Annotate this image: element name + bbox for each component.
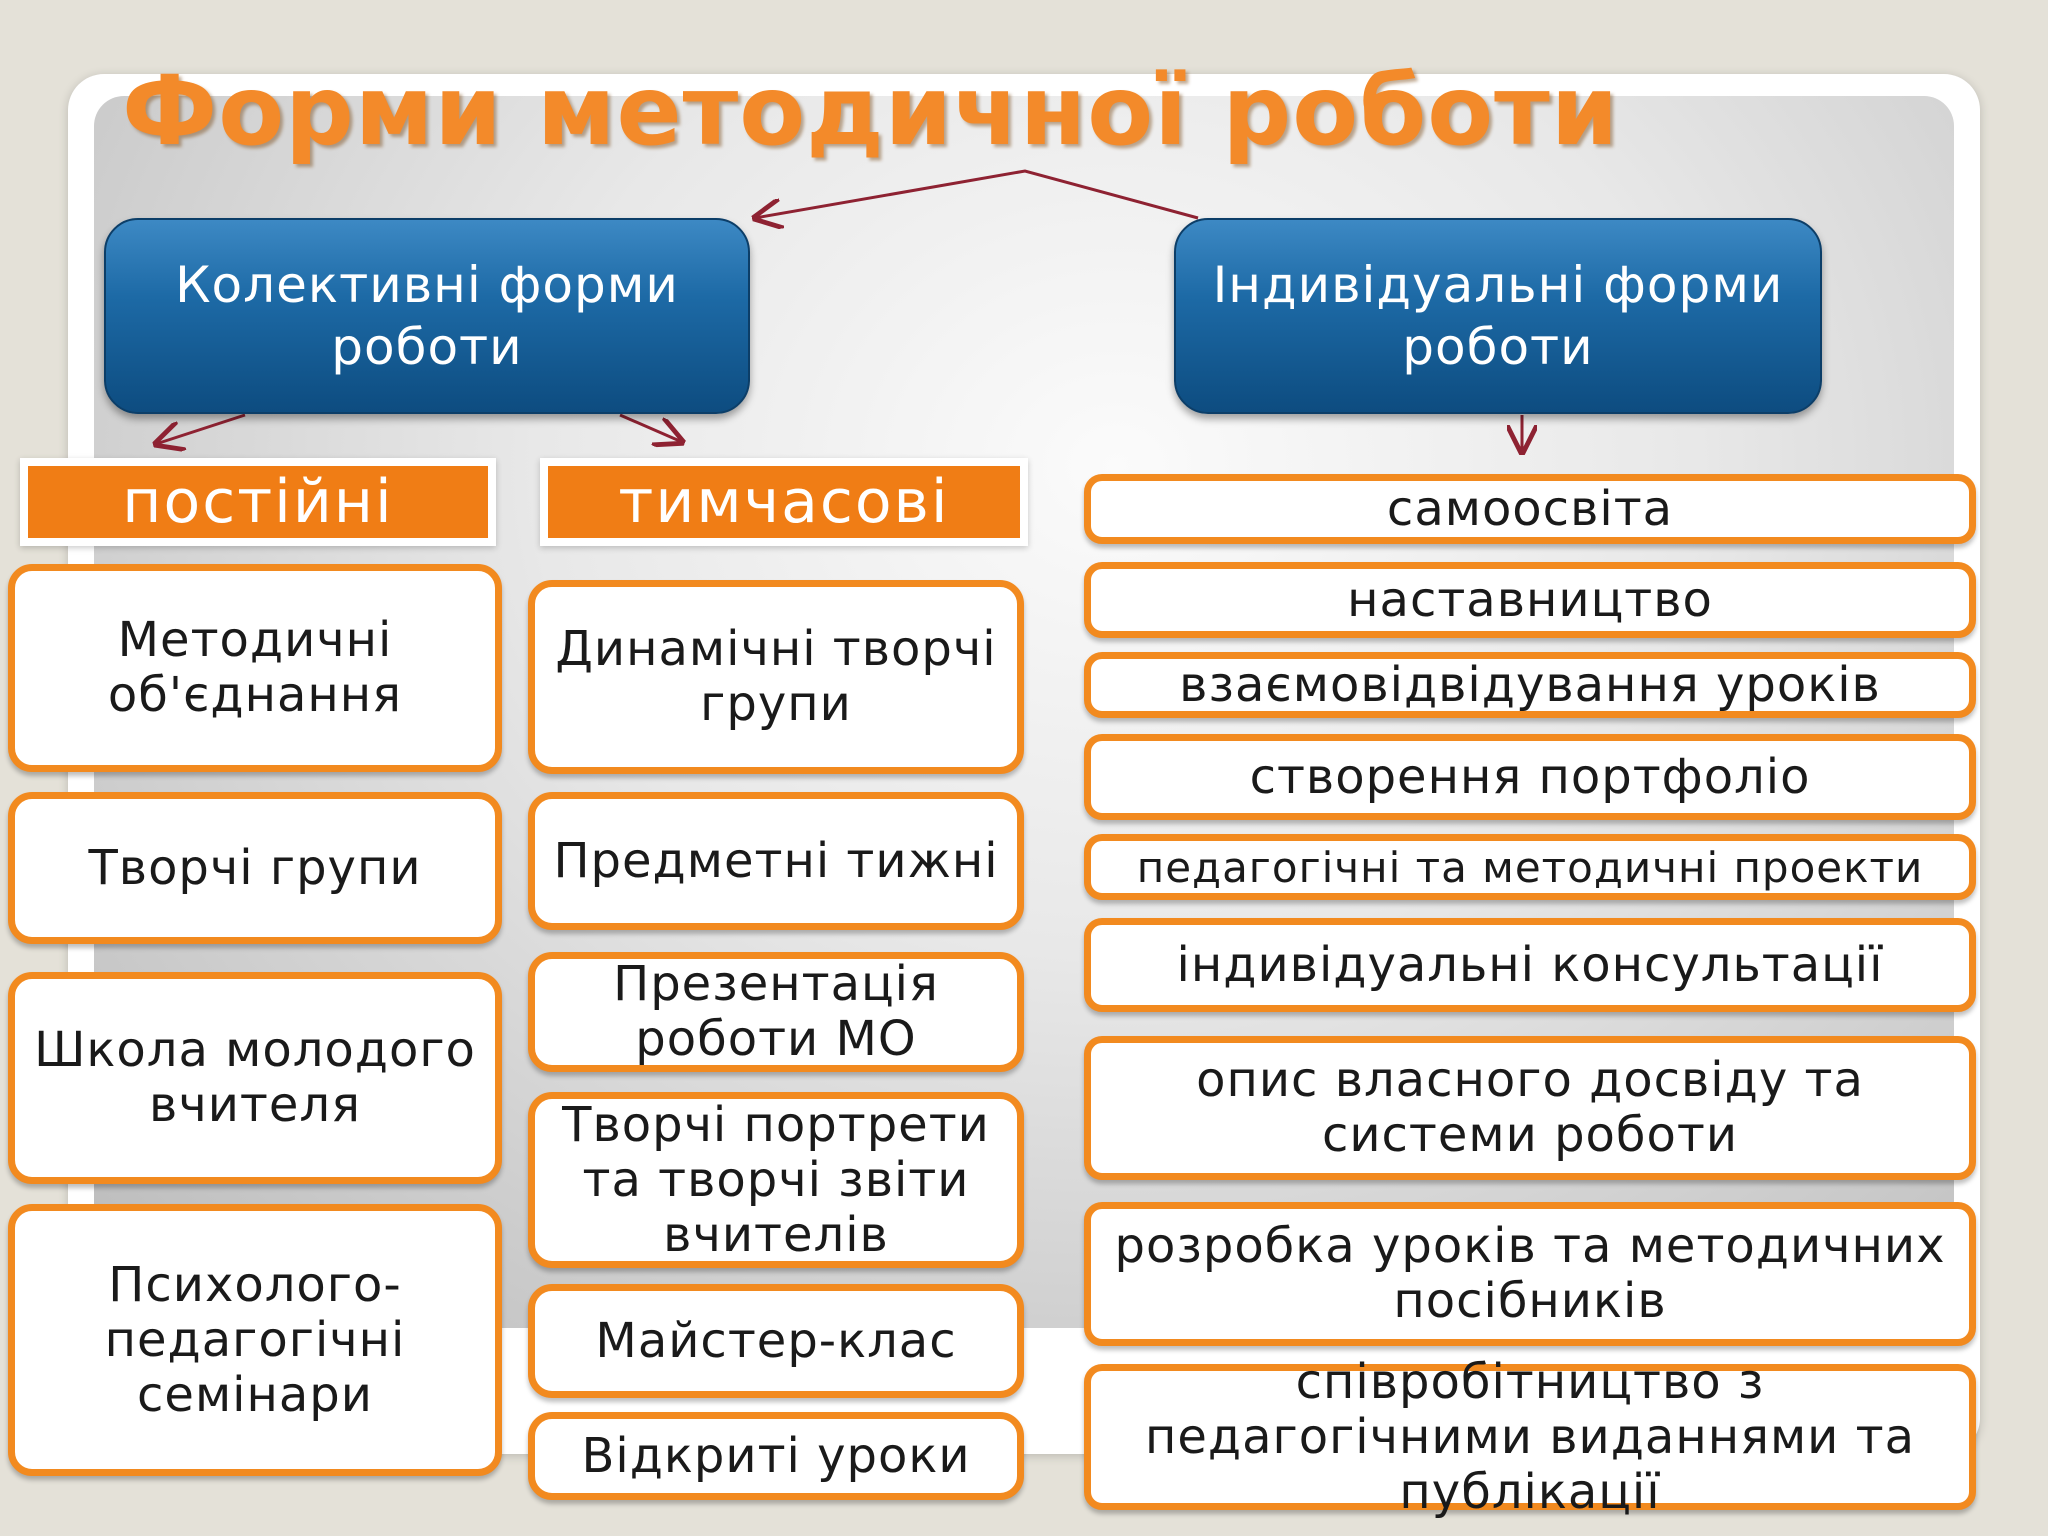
individual-item: співробітництво з педагогічними виданнями та публікації	[1084, 1364, 1976, 1510]
permanent-item: Психолого- педагогічні семінари	[8, 1204, 502, 1476]
arrow-to-permanent	[156, 415, 245, 444]
individual-item: педагогічні та методичні проекти	[1084, 834, 1976, 900]
temporary-item: Презентація роботи МО	[528, 952, 1024, 1072]
category-temporary	[540, 458, 1028, 546]
individual-item: індивідуальні консультації	[1084, 918, 1976, 1012]
individual-item: взаємовідвідування уроків	[1084, 652, 1976, 718]
individual-item: опис власного досвіду та системи роботи	[1084, 1036, 1976, 1180]
individual-forms-box	[1174, 218, 1822, 414]
temporary-item: Динамічні творчі групи	[528, 580, 1024, 774]
individual-forms-label: Індивідуальні форми роботи	[1212, 256, 1784, 376]
individual-item: розробка уроків та методичних посібників	[1084, 1202, 1976, 1346]
collective-forms-box	[104, 218, 750, 414]
permanent-item: Школа молодого вчителя	[8, 972, 502, 1184]
temporary-item: Майстер-клас	[528, 1284, 1024, 1398]
individual-item: самоосвіта	[1084, 474, 1976, 544]
individual-item: створення портфоліо	[1084, 734, 1976, 820]
category-permanent	[20, 458, 496, 546]
temporary-item: Відкриті уроки	[528, 1412, 1024, 1500]
temporary-item: Творчі портрети та творчі звіти вчителів	[528, 1092, 1024, 1268]
collective-forms-label: Колективні форми роботи	[175, 256, 679, 376]
page-title: Форми методичної роботи	[122, 55, 1620, 167]
individual-item: наставництво	[1084, 562, 1976, 638]
permanent-item: Творчі групи	[8, 792, 502, 944]
category-permanent-label: постійні	[28, 466, 488, 538]
category-temporary-label: тимчасові	[548, 466, 1020, 538]
permanent-item: Методичні об'єднання	[8, 564, 502, 772]
temporary-item: Предметні тижні	[528, 792, 1024, 930]
arrow-to-collective	[755, 171, 1198, 218]
arrow-to-temporary	[620, 415, 682, 442]
